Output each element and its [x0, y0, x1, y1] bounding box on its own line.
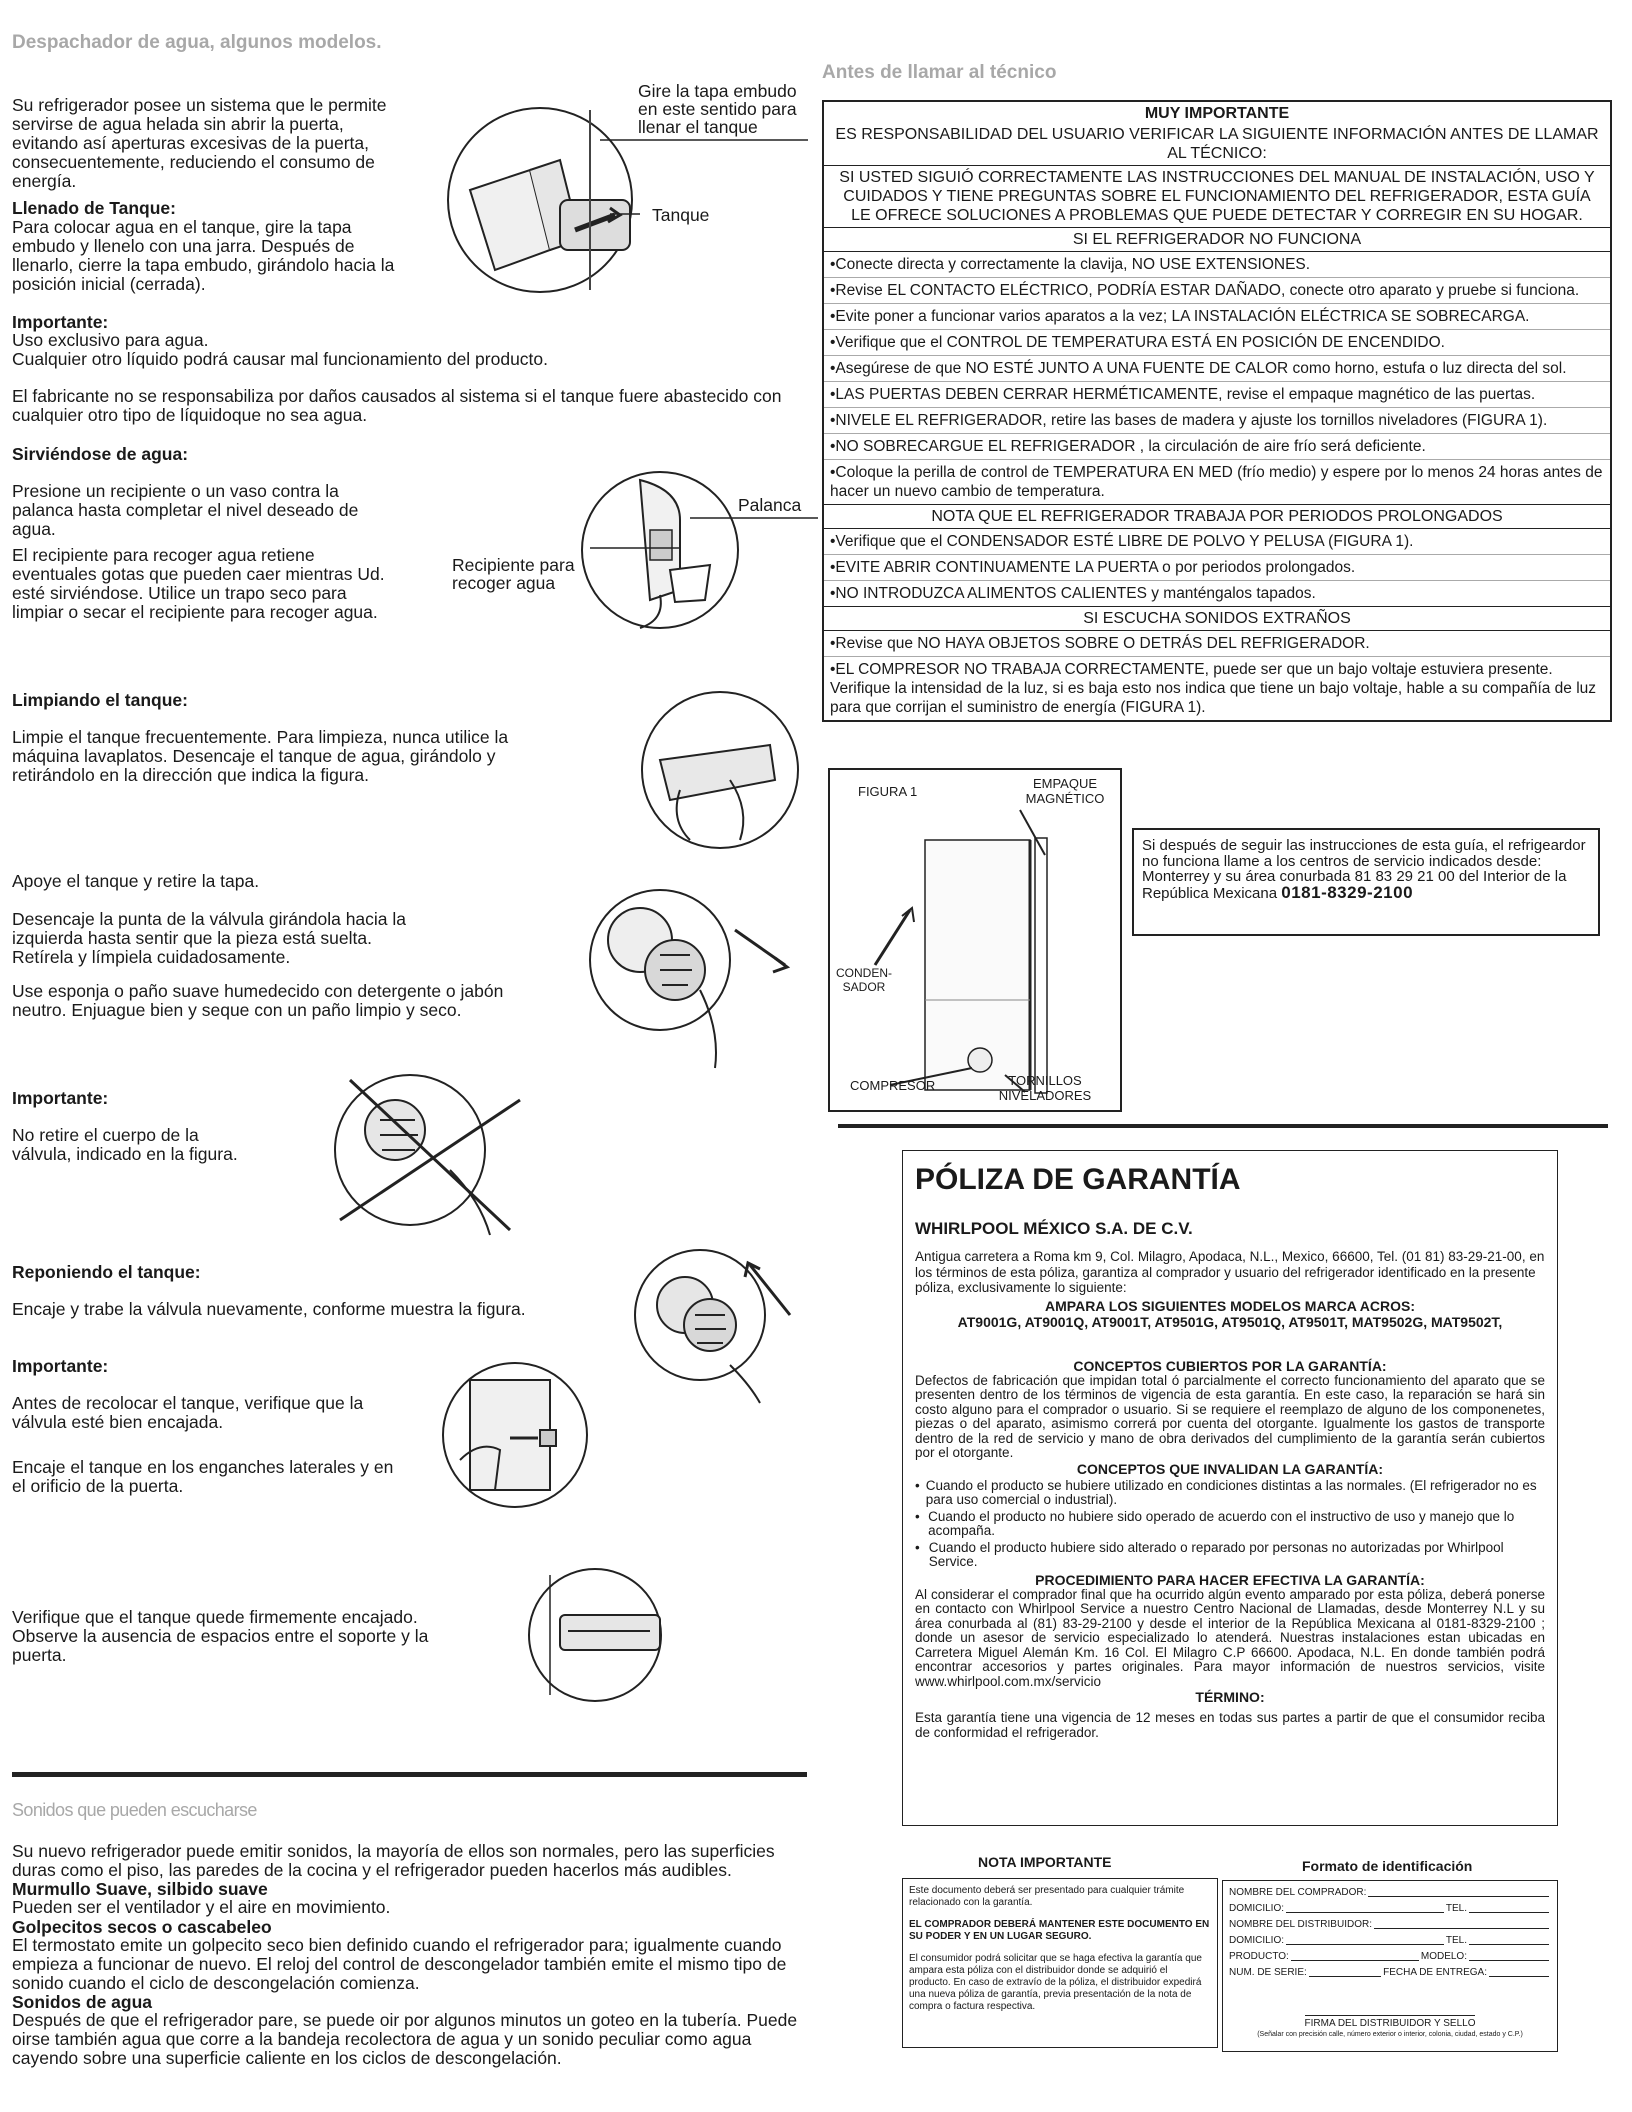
valve-illustration: [580, 880, 800, 1070]
list-item: •Coloque la perilla de control de TEMPERATURA EN MED (frío medio) y espere por lo menos 24 horas antes de hacer un nuevo cambio de temperatura.: [824, 459, 1610, 504]
warranty-box: [902, 1150, 1558, 1826]
callout-funnel: Gire la tapa embudo en este sentido para llenar el tanque: [638, 81, 797, 137]
verify-tank-illustration: [520, 1565, 670, 1705]
field-distribuidor: [1229, 1917, 1551, 1933]
field-label: MODELO:: [1420, 1951, 1467, 1962]
nota-box: [902, 1878, 1218, 2048]
field-serie: [1229, 1965, 1551, 1981]
list-item: •Asegúrese de que NO ESTÉ JUNTO A UNA FUENTE DE CALOR como horno, estufa o luz directa del sol.: [824, 355, 1610, 381]
field-label: TEL.: [1445, 1903, 1467, 1914]
term-heading: TÉRMINO:: [1195, 1689, 1265, 1705]
sounds-text1: Pueden ser el ventilador y el aire en movimiento.: [12, 1897, 391, 1917]
warranty-address: Antigua carretera a Roma km 9, Col. Milagro, Apodaca, N.L., Mexico, 66600, Tel. (01 81) 83-29-21-00, en los términos de esta póliza, garantiza al comprador y usuario del refrigerador identificado en la presente póliza, exclusivamente lo siguiente:: [915, 1249, 1545, 1295]
tech-title: Antes de llamar al técnico: [822, 62, 1057, 83]
invalid-heading: CONCEPTOS QUE INVALIDAN LA GARANTÍA:: [1076, 1460, 1384, 1477]
service-phone: 0181-8329-2100: [1281, 882, 1414, 902]
nota-p3: El consumidor podrá solicitar que se haga efectiva la garantía que ampara esta póliza con el distribuidor donde se adquirió el producto. En caso de extravío de la póliza, el distribuidor expedirá una nueva póliza de garantía, previa presentación de la nota de compra o factura respectiva.: [909, 1953, 1202, 2012]
hooks-illustration: [440, 1360, 590, 1510]
list-item: •Verifique que el CONDENSADOR ESTÉ LIBRE DE POLVO Y PELUSA (FIGURA 1).: [830, 533, 1414, 550]
verify-text: Verifique que el tanque quede firmemente encajado. Observe la ausencia de espacios entre el soporte y la puerta.: [12, 1607, 429, 1665]
firma-note: (Señalar con precisión calle, número exterior o interior, colonia, ciudad, estado y C.P.): [1257, 2031, 1523, 2038]
invalid-item: • Cuando el producto no hubiere sido operado de acuerdo con el instructivo de uso y manejo que lo acompaña.: [915, 1510, 1545, 1539]
nota-p1: Este documento deberá ser presentado para cualquier trámite relacionado con la garantía.: [909, 1885, 1185, 1908]
label-empaque: EMPAQUE MAGNÉTICO: [1025, 776, 1105, 806]
replace-heading: Reponiendo el tanque:: [12, 1262, 201, 1282]
field-label: NUM. DE SERIE:: [1229, 1967, 1307, 1978]
field-label: DOMICILIO:: [1229, 1903, 1285, 1914]
important3-heading: Importante:: [12, 1356, 109, 1376]
covered-heading: CONCEPTOS CUBIERTOS POR LA GARANTÍA:: [1073, 1357, 1387, 1374]
cleaning-heading: Limpiando el tanque:: [12, 690, 188, 710]
section-periodos: NOTA QUE EL REFRIGERADOR TRABAJA POR PERIODOS PROLONGADOS: [824, 504, 1610, 528]
list-periodos: [824, 528, 1610, 606]
sponge-text: Use esponja o paño suave humedecido con detergente o jabón neutro. Enjuague bien y seque con un paño limpio y seco.: [12, 981, 504, 1020]
list-item: •Revise que NO HAYA OBJETOS SOBRE O DETRÁS DEL REFRIGERADOR.: [830, 635, 1370, 652]
list-sonidos: [824, 630, 1610, 720]
field-label: NOMBRE DEL DISTRIBUIDOR:: [1229, 1919, 1372, 1930]
invalid-item: • Cuando el producto se hubiere utilizado en condiciones distintas a las normales. (El refrigerador no es para uso comercial o industrial).: [915, 1479, 1545, 1508]
covered-text: Defectos de fabricación que impidan total ó parcialmente el correcto funcionamiento del aparato que se presenten dentro de los términos de vigencia de esta garantía. En este caso, la reparación se hará sin costo alguno para el comprador o usuario. Si se requiere el reemplazo de alguno de los componenetes, piezas o del aparato, asimismo correrá por cuenta del otorgante. Igualmente los gastos de transporte dentro de la red de servicio y mano de obra derivados del cumplimiento de la garantía serán cubiertos por el otorgante.: [915, 1372, 1545, 1460]
sounds-heading1: Murmullo Suave, silbido suave: [12, 1879, 268, 1899]
list-item: •NIVELE EL REFRIGERADOR, retire las bases de madera y ajuste los tornillos niveladores (FIGURA 1).: [824, 407, 1610, 433]
models-list: AT9001G, AT9001Q, AT9001T, AT9501G, AT9501Q, AT9501T, MAT9502G, MAT9502T,: [957, 1313, 1503, 1330]
procedure-text: Al considerar el comprador final que ha ocurrido algún evento amparado por esta póliza, deberá ponerse en contacto con Whirlpool Service a nuestro Centro Nacional de Llamadas, desde Monterrey N.L y su área conurbada al (81) 83-29-2100 y desde el interior de la República Mexicana al 0181-8329-2100 ; donde un asesor de servicio especializado lo atenderá. Nuestras instalaciones estan ubicadas en Carretera Miguel Alemán Km. 16 Col. El Milagro C.P 66600. Apodaca, N.L. En donde también podrá encontrar accesorios y partes originales. Para mayor información de nuestros servicios, visite www.whirlpool.com.mx/servicio: [915, 1586, 1545, 1689]
term-text: Esta garantía tiene una vigencia de 12 meses en todas sus partes a partir de que el consumidor reciba de conformidad el refrigerador.: [915, 1710, 1545, 1740]
field-label: DOMICILIO:: [1229, 1935, 1285, 1946]
important1-line1: Uso exclusivo para agua.: [12, 330, 209, 350]
field-comprador: [1229, 1885, 1551, 1901]
intro-paragraph: Su refrigerador posee un sistema que le permite servirse de agua helada sin abrir la puerta, evitando así aperturas excesivas de la puerta, consecuentemente, reduciendo el consumo de energía.: [12, 95, 387, 191]
callout-tank: Tanque: [652, 205, 710, 225]
figure1-box: [828, 768, 1122, 1112]
valve-body-warning-illustration: [320, 1060, 540, 1240]
callout-container: Recipiente para recoger agua: [452, 555, 575, 593]
label-compresor: COMPRESOR: [850, 1078, 936, 1093]
instructions-note: SI USTED SIGUIÓ CORRECTAMENTE LAS INSTRUCCIONES DEL MANUAL DE INSTALACIÓN, USO Y CUIDADOS Y TIENE PREGUNTAS SOBRE EL FUNCIONAMIENTO DEL REFRIGERADOR, ESTA GUÍA LE OFRECE SOLUCIONES A PROBLEMAS QUE PUEDE DETECTAR Y CORREGIR EN SU HOGAR.: [824, 165, 1610, 227]
list-item: •NO INTRODUZCA ALIMENTOS CALIENTES y manténgalos tapados.: [824, 580, 1610, 606]
section-no-funciona: SI EL REFRIGERADOR NO FUNCIONA: [824, 227, 1610, 251]
list-item: •Evite poner a funcionar varios aparatos a la vez; LA INSTALACIÓN ELÉCTRICA SE SOBRECARGA.: [824, 303, 1610, 329]
list-item: •Revise EL CONTACTO ELÉCTRICO, PODRÍA ESTAR DAÑADO, conecte otro aparato y pruebe si funciona.: [824, 277, 1610, 303]
firma-label: FIRMA DEL DISTRIBUIDOR Y SELLO: [1304, 2018, 1476, 2029]
invalid-item-text: Cuando el producto no hubiere sido operado de acuerdo con el instructivo de uso y manejo que lo acompaña.: [928, 1508, 1515, 1538]
sounds-heading3: Sonidos de agua: [12, 1992, 153, 2012]
list-item: •Conecte directa y correctamente la clavija, NO USE EXTENSIONES.: [830, 256, 1311, 273]
cleaning-text: Limpie el tanque frecuentemente. Para limpieza, nunca utilice la máquina lavaplatos. Desencaje el tanque de agua, girándolo y retirándolo en la dirección que indica la figura.: [12, 727, 509, 785]
invalid-item-text: Cuando el producto hubiere sido alterado o reparado por personas no autorizadas por Whirlpool Service.: [928, 1539, 1504, 1569]
section-sonidos: SI ESCUCHA SONIDOS EXTRAÑOS: [824, 606, 1610, 630]
hooks-text: Encaje el tanque en los enganches laterales y en el orificio de la puerta.: [12, 1457, 394, 1496]
sounds-intro: Su nuevo refrigerador puede emitir sonidos, la mayoría de ellos son normales, pero las superficies duras como el piso, las paredes de la cocina y el refrigerador pueden hacerlos más audibles.: [12, 1841, 775, 1880]
field-domicilio1: [1229, 1901, 1551, 1917]
list-item: •EL COMPRESOR NO TRABAJA CORRECTAMENTE, puede ser que un bajo voltaje estuviera presente. Verifique la intensidad de la luz, si es baja esto nos indica que tiene un bajo voltaje, hable a su compañía de luz para que corrijan el suministro de energía (FIGURA 1).: [824, 656, 1610, 720]
important1-line2: Cualquier otro líquido podrá causar mal funcionamiento del producto.: [12, 349, 549, 369]
sounds-title: Sonidos que pueden escucharse: [12, 1800, 257, 1820]
field-producto: [1229, 1949, 1551, 1965]
warranty-divider: [838, 1124, 1608, 1128]
service-text: Si después de seguir las instrucciones de esta guía, el refrigeardor no funciona llame a los centros de servicio indicados desde: Monterrey y su área conurbada 81 83 29 21 00 del Interior de la República Mexicana: [1142, 837, 1586, 902]
important1-heading: Importante:: [12, 312, 109, 332]
list-item: •Verifique que el CONTROL DE TEMPERATURA ESTÁ EN POSICIÓN DE ENCENDIDO.: [824, 329, 1610, 355]
invalid-item: • Cuando el producto hubiere sido alterado o reparado por personas no autorizadas por Whirlpool Service.: [915, 1541, 1545, 1570]
troubleshooting-table: [822, 100, 1612, 722]
models-heading: AMPARA LOS SIGUIENTES MODELOS MARCA ACROS:: [1045, 1297, 1415, 1314]
field-label: TEL.: [1445, 1935, 1467, 1946]
nota-p2: EL COMPRADOR DEBERÁ MANTENER ESTE DOCUMENTO EN SU PODER Y EN UN LUGAR SEGURO.: [909, 1919, 1210, 1942]
formato-title: Formato de identificación: [1302, 1858, 1473, 1874]
valve-text: Desencaje la punta de la válvula girándola hacia la izquierda hasta sentir que la pieza está suelta. Retírela y límpiela cuidadosamente.: [12, 909, 407, 967]
manufacturer-note: El fabricante no se responsabiliza por daños causados al sistema si el tanque fuere abastecido con cualquier otro tipo de líquidoque no sea agua.: [12, 386, 782, 425]
list-item: •EVITE ABRIR CONTINUAMENTE LA PUERTA o por periodos prolongados.: [824, 554, 1610, 580]
sounds-text3: Después de que el refrigerador pare, se puede oir por algunos minutos un goteo en la tubería. Puede oirse también agua que corre a la bandeja recolectora de agua y un sonido peculiar como agua cayendo sobre una superficie caliente en los ciclos de descongelación.: [12, 2010, 798, 2068]
replace-text: Encaje y trabe la válvula nuevamente, conforme muestra la figura.: [12, 1299, 526, 1319]
serving-text1: Presione un recipiente o un vaso contra la palanca hasta completar el nivel deseado de agua.: [12, 481, 359, 539]
remove-tank-illustration: [640, 690, 800, 850]
section-title: Despachador de agua, algunos modelos.: [12, 32, 382, 53]
important2-heading: Importante:: [12, 1088, 109, 1108]
important3-text: Antes de recolocar el tanque, verifique que la válvula esté bien encajada.: [12, 1393, 364, 1432]
figure1-title: FIGURA 1: [858, 784, 918, 799]
procedure-heading: PROCEDIMIENTO PARA HACER EFECTIVA LA GARANTÍA:: [1035, 1571, 1425, 1588]
field-label: NOMBRE DEL COMPRADOR:: [1229, 1887, 1367, 1898]
nota-title: NOTA IMPORTANTE: [978, 1854, 1112, 1870]
muy-importante: MUY IMPORTANTE: [1144, 105, 1290, 122]
field-label: FECHA DE ENTREGA:: [1383, 1967, 1487, 1978]
warranty-company: WHIRLPOOL MÉXICO S.A. DE C.V.: [915, 1219, 1193, 1238]
callout-lever: Palanca: [738, 495, 802, 515]
field-domicilio2: [1229, 1933, 1551, 1949]
invalid-item-text: Cuando el producto se hubiere utilizado en condiciones distintas a las normales. (El refrigerador no es para uso comercial o industrial).: [925, 1477, 1537, 1507]
signature-line: [1305, 2015, 1475, 2016]
warranty-title: PÓLIZA DE GARANTÍA: [915, 1163, 1241, 1196]
list-no-funciona: [824, 251, 1610, 504]
field-label: PRODUCTO:: [1229, 1951, 1289, 1962]
sounds-heading2: Golpecitos secos o cascabeleo: [12, 1917, 272, 1937]
label-condensador: CONDEN- SADOR: [836, 966, 892, 994]
label-tornillos: TORNILLOS NIVELADORES: [998, 1073, 1092, 1103]
replace-valve-illustration: [620, 1245, 800, 1405]
support-text: Apoye el tanque y retire la tapa.: [12, 871, 260, 891]
fill-heading: Llenado de Tanque:: [12, 198, 176, 218]
list-item: •NO SOBRECARGUE EL REFRIGERADOR , la circulación de aire frío será deficiente.: [824, 433, 1610, 459]
responsibility-note: ES RESPONSABILIDAD DEL USUARIO VERIFICAR LA SIGUIENTE INFORMACIÓN ANTES DE LLAMAR AL TÉCNICO:: [835, 126, 1599, 162]
service-box: [1132, 828, 1600, 936]
sounds-divider: [12, 1772, 807, 1777]
formato-box: [1222, 1880, 1558, 2052]
important2-text: No retire el cuerpo de la válvula, indicado en la figura.: [12, 1125, 238, 1164]
serving-heading: Sirviéndose de agua:: [12, 444, 189, 464]
sounds-text2: El termostato emite un golpecito seco bien definido cuando el refrigerador para; igualmente cuando empieza a funcionar de nuevo. El reloj del control de descongelador también emite el mismo tipo de sonido cuando el ciclo de descongelación comienza.: [12, 1935, 787, 1993]
list-item: •LAS PUERTAS DEBEN CERRAR HERMÉTICAMENTE, revise el empaque magnético de las puertas.: [824, 381, 1610, 407]
fill-text: Para colocar agua en el tanque, gire la tapa embudo y llenelo con una jarra. Después de llenarlo, cierre la tapa embudo, girándolo hacia la posición inicial (cerrada).: [12, 217, 395, 294]
serving-text2: El recipiente para recoger agua retiene eventuales gotas que pueden caer mientras Ud. esté sirviéndose. Utilice un trapo seco para limpiar o secar el recipiente para recoger agua.: [12, 545, 385, 622]
